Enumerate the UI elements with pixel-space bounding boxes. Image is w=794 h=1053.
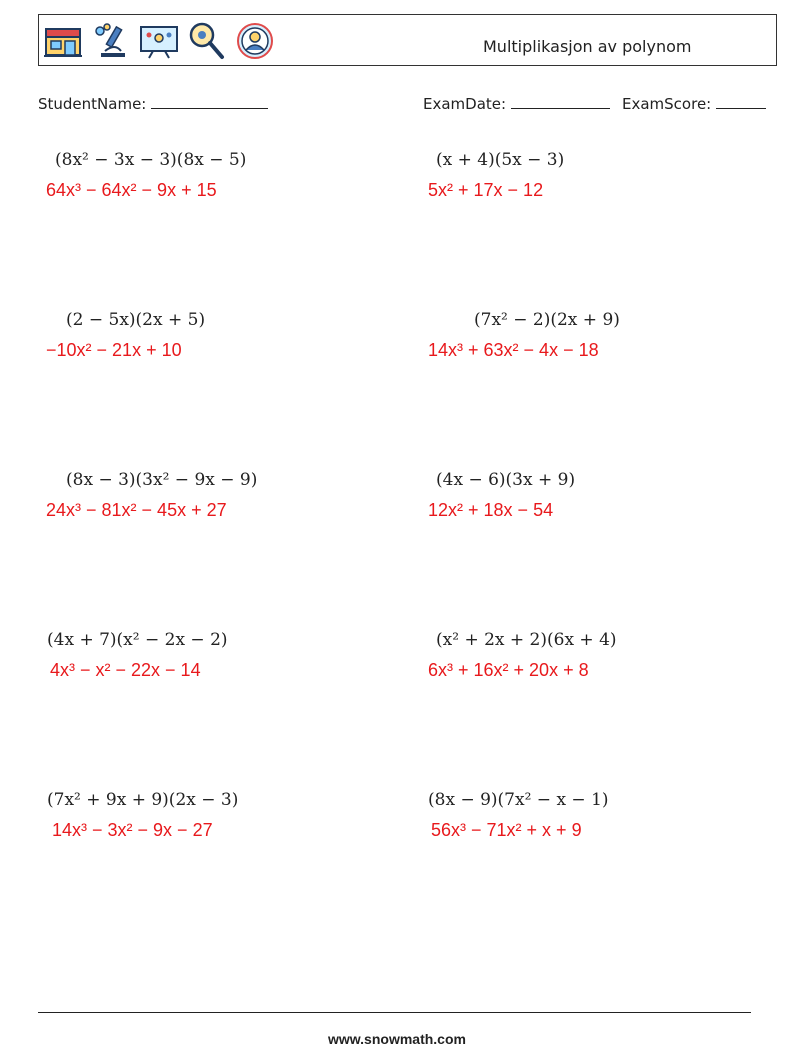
problem-6-question: (4x − 6)(3x + 9) — [436, 470, 576, 490]
problem-6-answer: 12x² + 18x − 54 — [428, 500, 554, 520]
worksheet-title: Multiplikasjon av polynom — [483, 37, 692, 56]
problem-9-question: (7x² + 9x + 9)(2x − 3) — [47, 790, 239, 810]
problem-5-answer: 24x³ − 81x² − 45x + 27 — [46, 500, 227, 520]
problem-10-question: (8x − 9)(7x² − x − 1) — [428, 790, 609, 810]
exam-date-blank[interactable] — [511, 94, 610, 109]
microscope-icon — [91, 21, 131, 61]
exam-score-label: ExamScore: — [622, 95, 712, 113]
problem-2-question: (x + 4)(5x − 3) — [436, 150, 565, 170]
footer-divider — [38, 1012, 751, 1013]
exam-date-label: ExamDate: — [423, 95, 507, 113]
problem-10-answer: 56x³ − 71x² + x + 9 — [431, 820, 582, 840]
problem-2-answer: 5x² + 17x − 12 — [428, 180, 544, 200]
problem-3-question: (2 − 5x)(2x + 5) — [66, 310, 206, 330]
store-icon — [43, 21, 83, 61]
problem-7-question: (4x + 7)(x² − 2x − 2) — [47, 630, 228, 650]
problem-1-answer: 64x³ − 64x² − 9x + 15 — [46, 180, 217, 200]
problem-3-answer: −10x² − 21x + 10 — [46, 340, 182, 360]
worksheet-header — [38, 14, 777, 66]
problem-1-question: (8x² − 3x − 3)(8x − 5) — [55, 150, 247, 170]
problem-8-question: (x² + 2x + 2)(6x + 4) — [436, 630, 617, 650]
user-target-icon — [235, 21, 275, 61]
problem-7-answer: 4x³ − x² − 22x − 14 — [50, 660, 201, 680]
exam-score-blank[interactable] — [716, 94, 766, 109]
student-name-label: StudentName: — [38, 95, 147, 113]
problem-4-answer: 14x³ + 63x² − 4x − 18 — [428, 340, 599, 360]
presentation-icon — [139, 21, 179, 61]
magnifier-icon — [187, 21, 227, 61]
exam-score-field — [622, 94, 766, 113]
exam-date-field — [423, 94, 610, 113]
problem-5-question: (8x − 3)(3x² − 9x − 9) — [66, 470, 258, 490]
problem-4-question: (7x² − 2)(2x + 9) — [474, 310, 620, 330]
problem-8-answer: 6x³ + 16x² + 20x + 8 — [428, 660, 589, 680]
student-name-field — [38, 94, 268, 113]
student-name-blank[interactable] — [151, 94, 268, 109]
footer-url[interactable]: www.snowmath.com — [328, 1031, 466, 1047]
problem-9-answer: 14x³ − 3x² − 9x − 27 — [52, 820, 213, 840]
header-icons — [43, 21, 275, 61]
